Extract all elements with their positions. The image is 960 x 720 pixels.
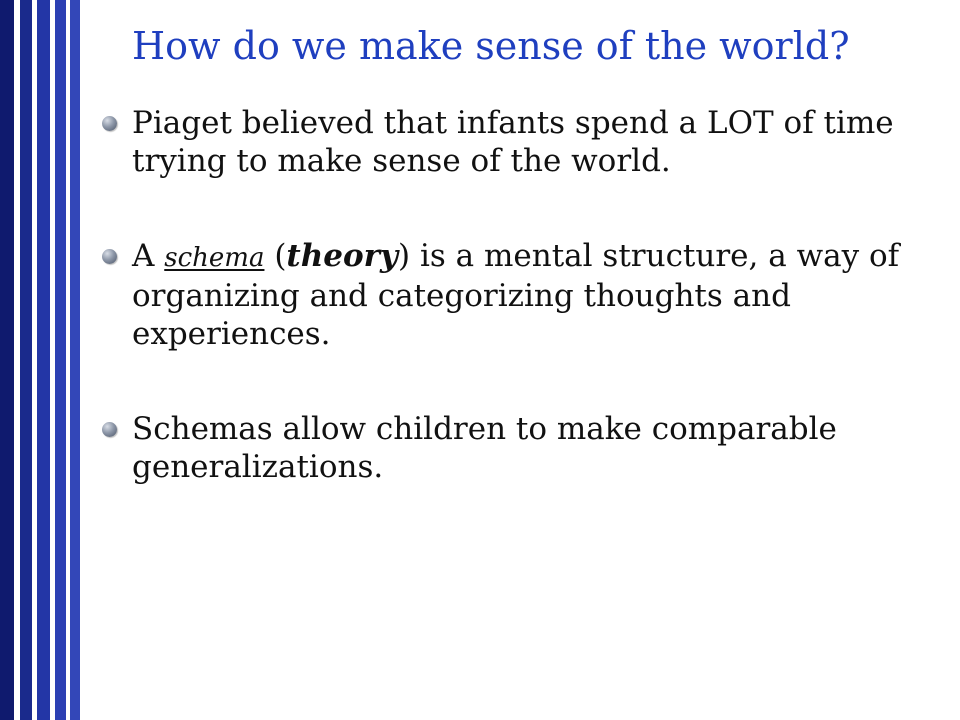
stripe-1 [0,0,14,720]
bullet-text: Schemas allow children to make comparable generalizations. [132,411,837,485]
stripe-4 [55,0,66,720]
round-bullet-icon [102,249,117,264]
bullet-list [96,104,926,486]
bullet-item-schema [96,237,926,353]
round-bullet-icon [102,422,117,437]
bullet-prefix: A [132,238,165,274]
paren-close: ) [398,238,411,274]
paren-open: ( [274,238,287,274]
round-bullet-icon [102,116,117,131]
stripe-5 [70,0,80,720]
bullet-rest: is a mental structure, a way of organizing and categorizing thoughts and experiences. [132,238,900,352]
bullet-space [264,238,274,274]
stripe-2 [20,0,32,720]
schema-term: schema [164,243,265,273]
slide-title: How do we make sense of the world? [132,24,850,68]
left-stripe-decoration [0,0,86,720]
bullet-text: Piaget believed that infants spend a LOT of time trying to make sense of the world. [132,105,894,179]
bullet-item-schemas [96,410,926,486]
theory-term: theory [286,238,399,274]
stripe-3 [37,0,50,720]
bullet-item-piaget [96,104,926,180]
